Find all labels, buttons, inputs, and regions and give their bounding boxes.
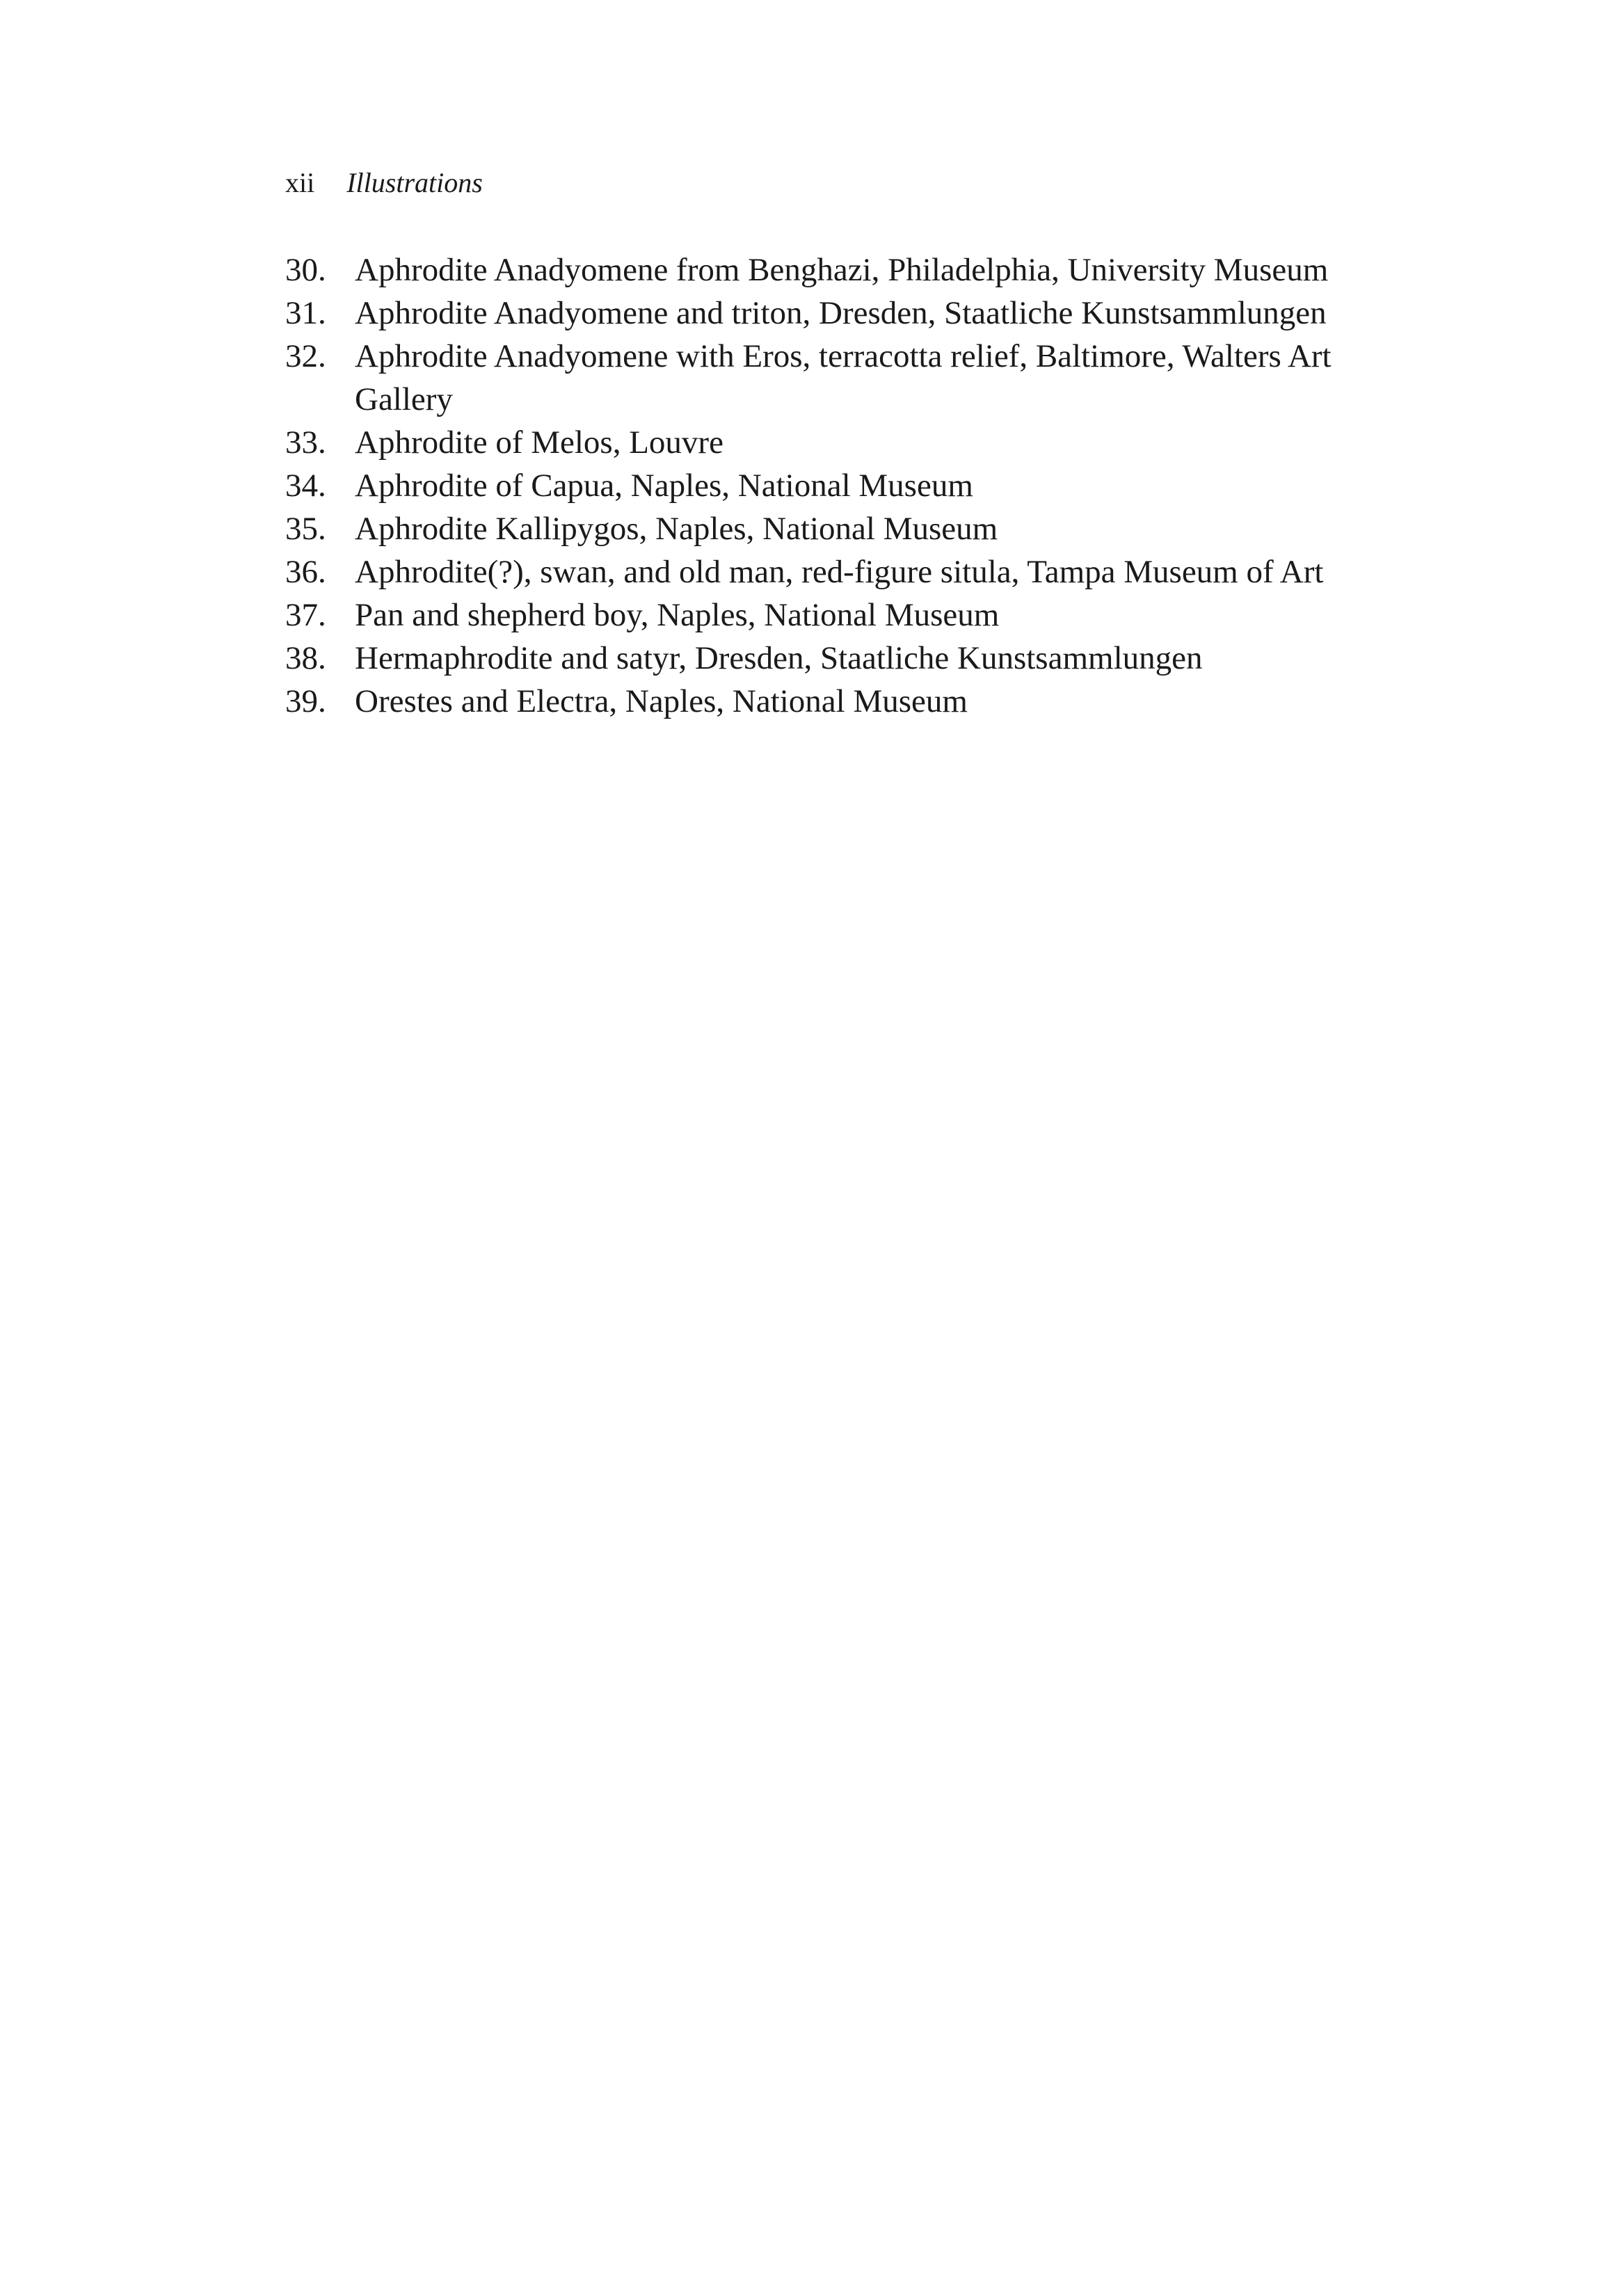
item-caption: Hermaphrodite and satyr, Dresden, Staatliche Kunstsammlungen <box>355 640 1203 676</box>
illustration-item <box>285 335 1370 421</box>
item-caption: Aphrodite Anadyomene from Benghazi, Philadelphia, University Museum <box>355 252 1329 288</box>
illustration-item <box>285 421 1370 464</box>
illustration-item <box>285 637 1370 680</box>
item-caption: Aphrodite Anadyomene and triton, Dresden, Staatliche Kunstsammlungen <box>355 295 1327 331</box>
illustration-item <box>285 292 1370 335</box>
item-caption: Orestes and Electra, Naples, National Museum <box>355 683 968 719</box>
illustration-item <box>285 680 1370 723</box>
item-number: 38. <box>285 640 326 676</box>
item-number: 30. <box>285 252 326 288</box>
item-number: 32. <box>285 338 326 374</box>
item-number: 33. <box>285 424 326 461</box>
page-number: xii <box>285 167 315 198</box>
item-number: 31. <box>285 295 326 331</box>
illustration-item <box>285 248 1370 292</box>
item-caption: Pan and shepherd boy, Naples, National Museum <box>355 597 1000 633</box>
item-number: 39. <box>285 683 326 719</box>
item-caption: Aphrodite(?), swan, and old man, red-figure situla, Tampa Museum of Art <box>355 554 1324 590</box>
item-caption: Aphrodite Anadyomene with Eros, terracotta relief, Baltimore, Walters Art Gallery <box>355 338 1332 417</box>
item-number: 36. <box>285 554 326 590</box>
illustration-item <box>285 507 1370 550</box>
item-caption: Aphrodite of Capua, Naples, National Museum <box>355 468 973 504</box>
item-number: 37. <box>285 597 326 633</box>
illustration-item <box>285 593 1370 637</box>
item-caption: Aphrodite of Melos, Louvre <box>355 424 723 461</box>
item-caption: Aphrodite Kallipygos, Naples, National Museum <box>355 511 998 547</box>
page-header <box>285 166 483 200</box>
item-number: 34. <box>285 468 326 504</box>
illustration-list <box>285 248 1370 723</box>
running-head: Illustrations <box>346 167 483 198</box>
item-number: 35. <box>285 511 326 547</box>
illustration-item <box>285 550 1370 593</box>
illustration-item <box>285 464 1370 507</box>
